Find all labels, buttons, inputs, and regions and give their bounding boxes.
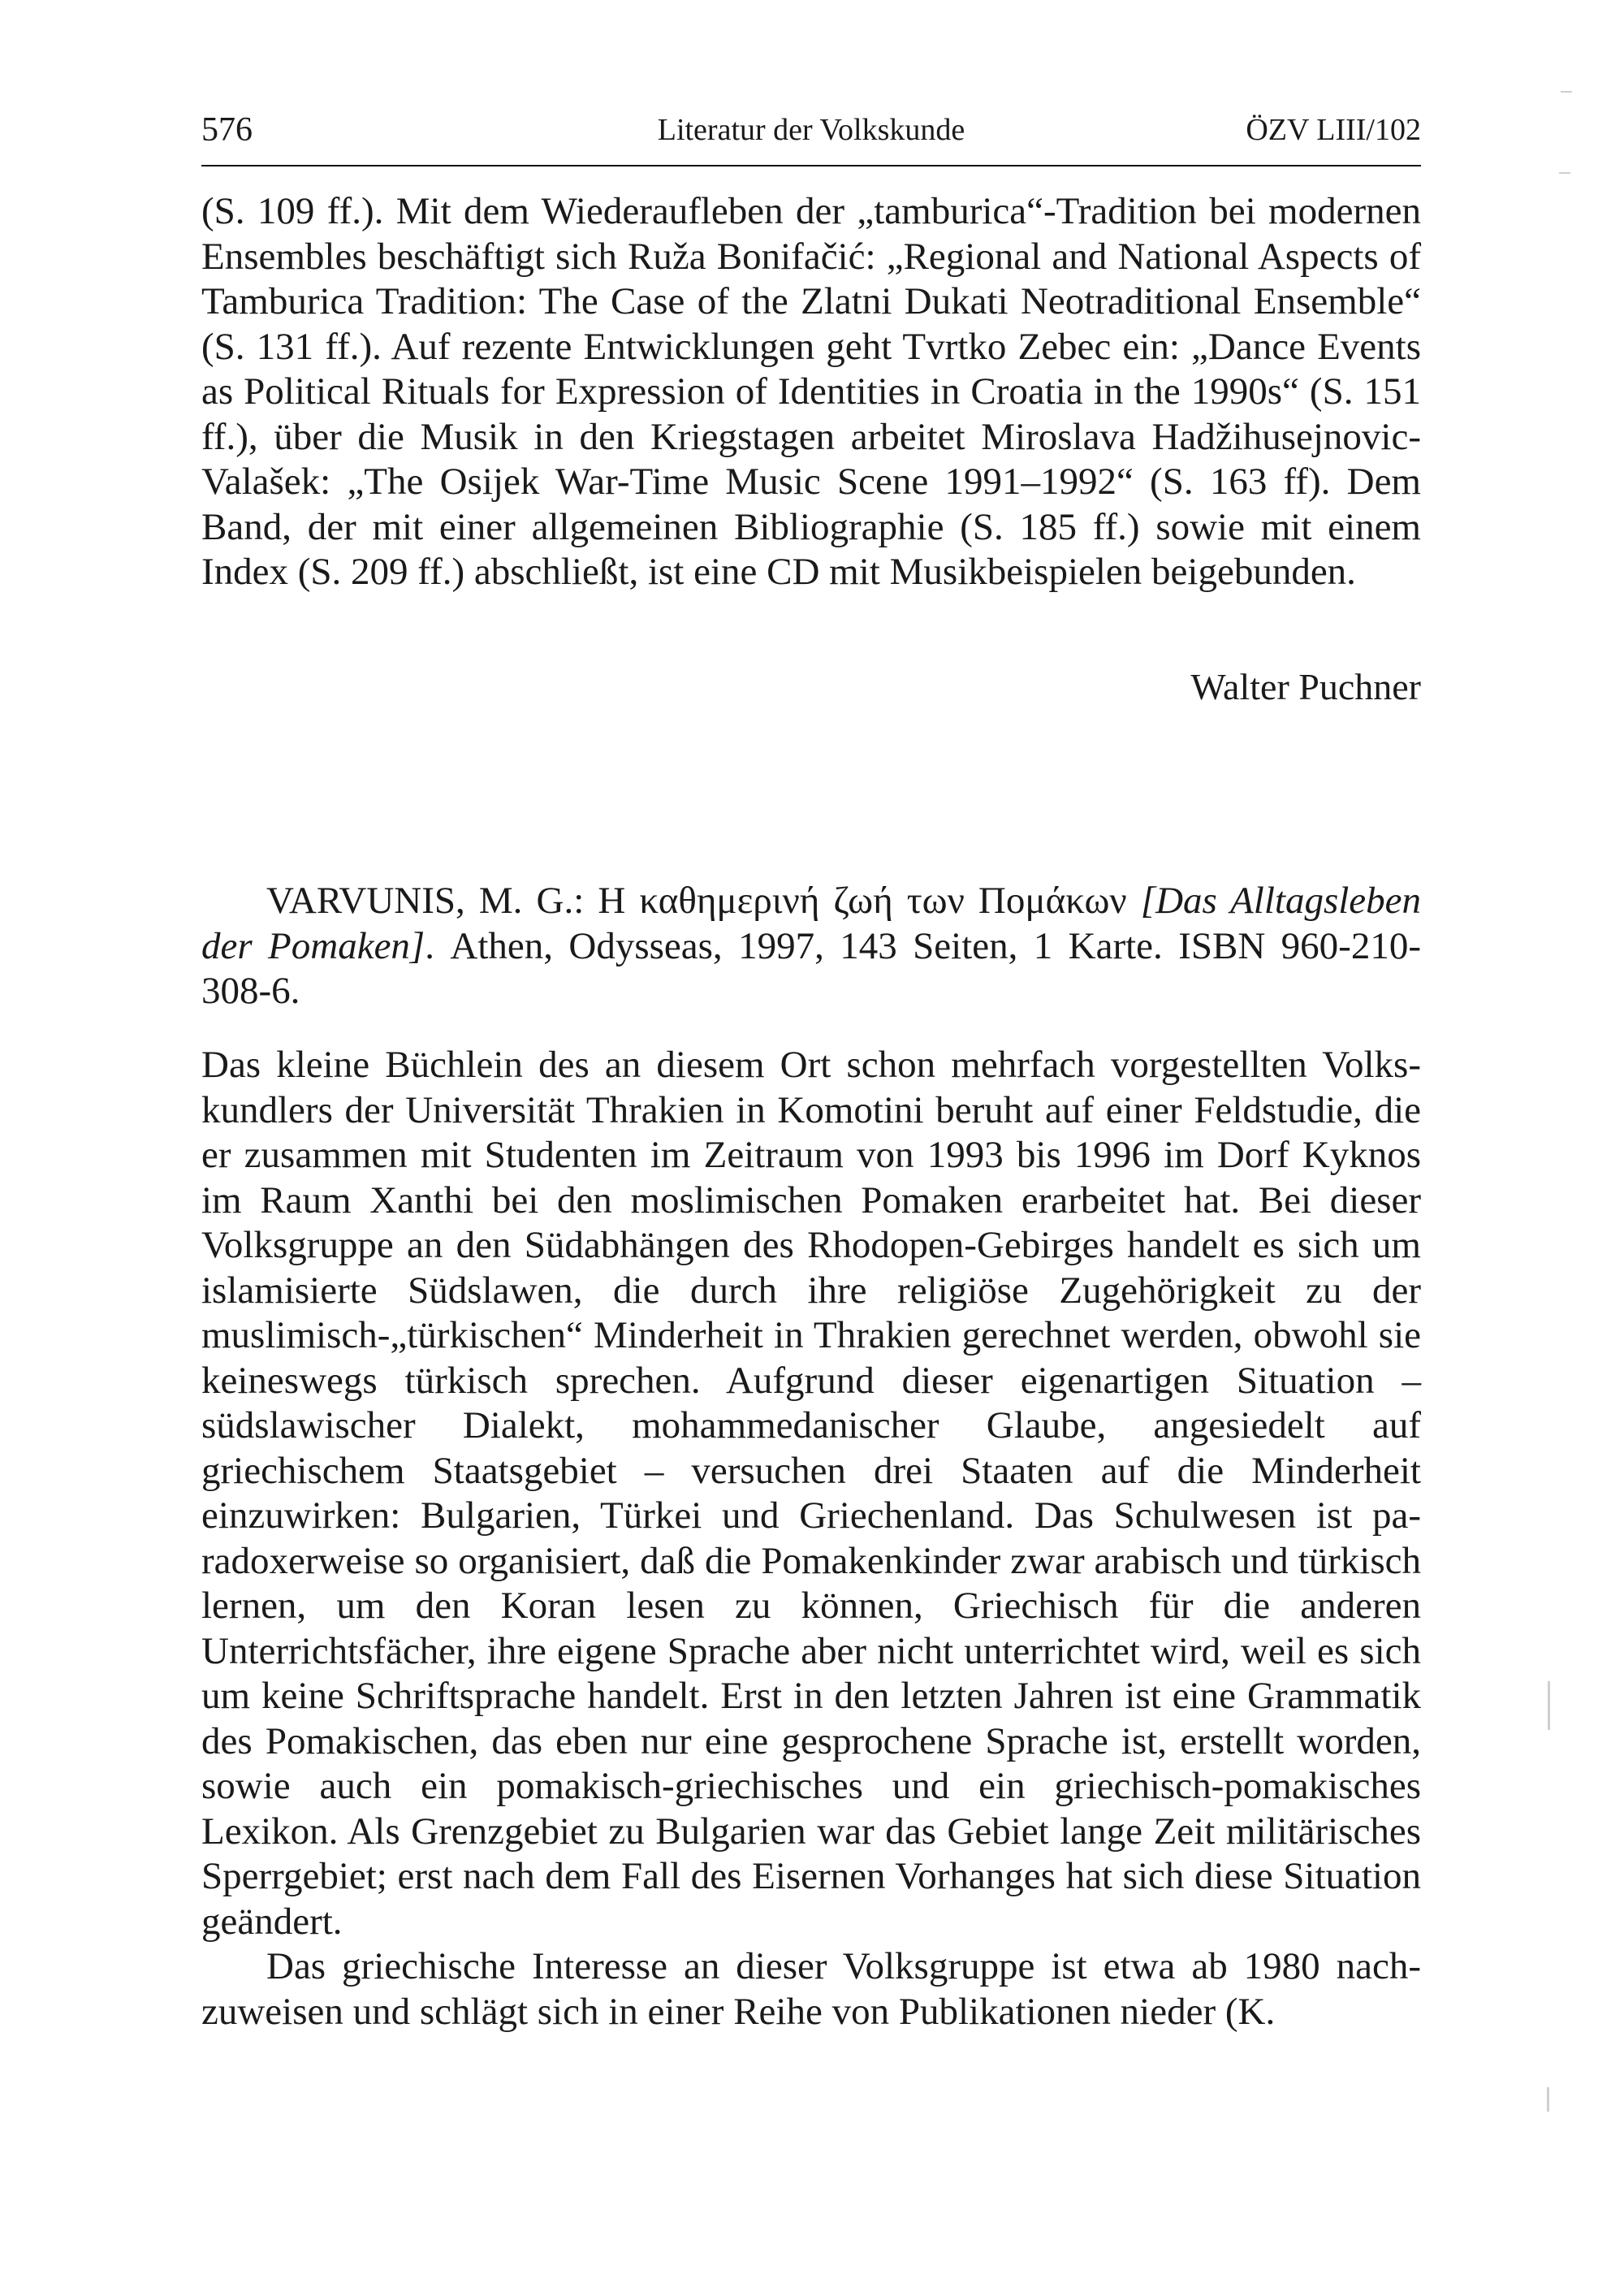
page-number: 576 (201, 111, 253, 149)
book-greek-title: Η καθημερινή ζωή των Πομάκων (598, 880, 1127, 922)
scan-artifact (1559, 172, 1570, 174)
running-title: Literatur der Volkskunde (657, 113, 965, 147)
review-body (201, 1043, 1421, 2034)
body-paragraph: (S. 109 ff.). Mit dem Wiederaufleben der „tamburica“-Tradition bei modernen Ensembles beschäftigt sich Ruža Bonifačić: „Regional and National Aspects of Tamburica Tradition: The Case of the Zlatni Dukati Neotraditional Ensemble“ (S. 131 ff.). Auf rezente Entwicklungen geht Tvrtko Zebec ein: „Dance Events as Political Rituals for Expression of Identities in Croatia in the 1990s“ (S. 151 ff.), über die Musik in den Kriegstagen arbeitet Miroslava Hadžihusejnovic-Valašek: „The Osijek War-Time Music Scene 1991–1992“ (S. 163 ff). Dem Band, der mit einer allgemeinen Bibliographie (S. 185 ff.) sowie mit einem Index (S. 209 ff.) abschließt, ist eine CD mit Musikbeispielen beigebunden. (201, 190, 1421, 593)
journal-reference: ÖZV LIII/102 (1246, 113, 1421, 147)
scan-artifact (1548, 1681, 1550, 1730)
running-header (201, 111, 1421, 162)
book-translated-title: [Das Alltagsleben der Pomaken] (201, 880, 1422, 967)
previous-review-continuation (201, 189, 1421, 595)
body-paragraph: Das griechische Interesse an dieser Volksgruppe ist etwa ab 1980 nachzuweisen und schlägt sich in einer Reihe von Publikationen nieder (K. (201, 1945, 1421, 2033)
book-author: VARVUNIS, M. G.: (266, 880, 585, 922)
reviewer-signature: Walter Puchner (1190, 666, 1421, 707)
scan-artifact (1561, 91, 1572, 93)
scan-artifact (1547, 2087, 1549, 2112)
bibliographic-entry (201, 879, 1421, 1014)
book-publication-details: . Athen, Odysseas, 1997, 143 Seiten, 1 Karte. ISBN 960-210-308-6. (201, 924, 1421, 1012)
body-paragraph: Das kleine Büchlein des an diesem Ort schon mehrfach vorgestellten Volkskundlers der Universität Thrakien in Komotini beruht auf einer Feldstudie, die er zusammen mit Studenten im Zeitraum von 1993 bis 1996 im Dorf Kyknos im Raum Xanthi bei den moslimischen Pomaken erarbeitet hat. Bei dieser Volksgruppe an den Südabhängen des Rhodopen-Gebirges handelt es sich um islamisierte Südslawen, die durch ihre religiöse Zugehörigkeit zu der muslimisch-„türkischen“ Minderheit in Thrakien gerechnet werden, obwohl sie keineswegs türkisch sprechen. Aufgrund dieser eigenartigen Situation – südslawischer Dialekt, mohammedanischer Glaube, angesiedelt auf griechischem Staatsgebiet – versuchen drei Staaten auf die Minderheit einzuwirken: Bulgarien, Türkei und Griechenland. Das Schulwesen ist paradoxerweise so organisiert, daß die Pomakenkinder zwar arabisch und türkisch lernen, um den Koran lesen zu können, Griechisch für die anderen Unterrichtsfächer, ihre eigene Sprache aber nicht unterrichtet wird, weil es sich um keine Schriftsprache handelt. Erst in den letzten Jahren ist eine Grammatik des Pomakischen, das eben nur eine gesprochene Sprache ist, erstellt worden, sowie auch ein pomakisch-griechisches und ein griechisch-pomakisches Lexikon. Als Grenzgebiet zu Bulgarien war das Gebiet lange Zeit militärisches Sperrgebiet; erst nach dem Fall des Eisernen Vorhanges hat sich diese Situation geändert. (201, 1044, 1421, 1943)
header-rule (201, 165, 1421, 166)
